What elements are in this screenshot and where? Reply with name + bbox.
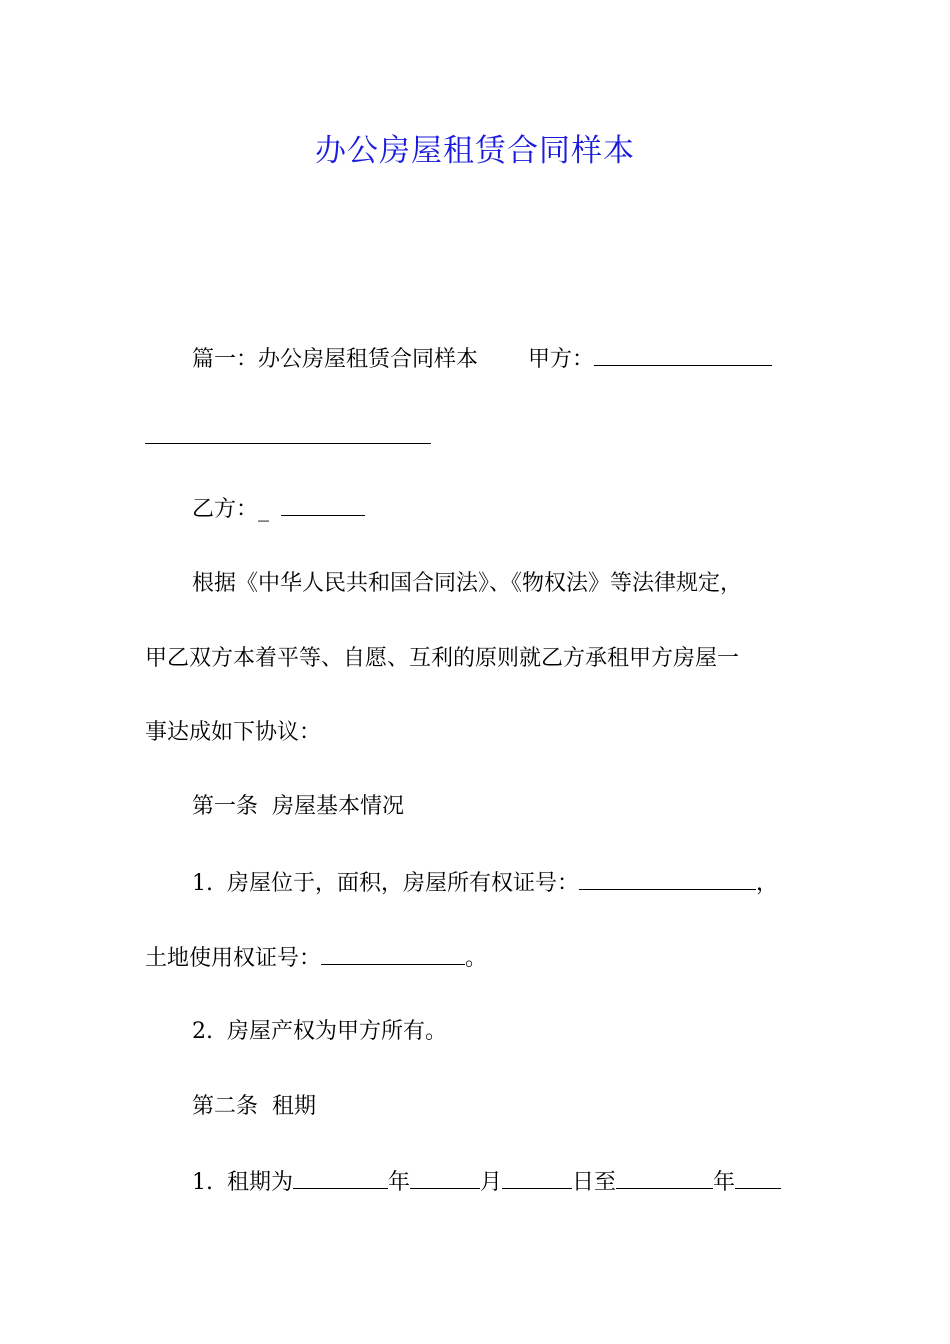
ownership-cert-blank	[579, 867, 756, 890]
document-title: 办公房屋租赁合同样本	[315, 133, 635, 169]
party-a-blank-continued	[145, 443, 431, 444]
party-b-label: 乙方：	[192, 497, 259, 522]
start-month-blank	[410, 1166, 480, 1189]
header-line	[192, 343, 872, 376]
section-title: 篇一：办公房屋租赁合同样本	[192, 347, 479, 372]
start-year-label: 年	[387, 1170, 410, 1195]
article-1-item-1-comma: ，	[755, 871, 778, 896]
party-a-label: 甲方：	[528, 347, 595, 372]
intro-line-1: 根据《中华人民共和国合同法》、《物权法》等法律规定，	[192, 571, 743, 596]
start-year-blank	[293, 1166, 388, 1189]
article-2-item-1	[192, 1166, 872, 1199]
article-1-item-2: 2. 房屋产权为甲方所有。	[192, 1019, 447, 1044]
land-cert-period: 。	[465, 946, 488, 971]
end-month-blank	[735, 1166, 781, 1189]
land-cert-blank	[321, 942, 465, 965]
start-day-blank	[502, 1166, 572, 1189]
article-1-item-1-line-1	[192, 867, 872, 900]
party-b-line	[192, 494, 872, 526]
party-b-underscore: _	[258, 497, 270, 522]
intro-line-3: 事达成如下协议：	[145, 720, 322, 745]
article-1-item-1-line-2	[145, 942, 825, 975]
day-to-label: 日至	[572, 1170, 617, 1195]
start-month-label: 月	[480, 1170, 503, 1195]
land-cert-label: 土地使用权证号：	[145, 946, 322, 971]
party-b-blank	[281, 495, 365, 516]
article-1-heading: 第一条 房屋基本情况	[192, 794, 404, 819]
end-year-blank	[616, 1166, 713, 1189]
article-1-item-1-text: 1. 房屋位于，面积，房屋所有权证号：	[192, 871, 579, 896]
party-a-blank	[594, 343, 772, 366]
end-year-label: 年	[713, 1170, 736, 1195]
article-2-heading: 第二条 租期	[192, 1094, 316, 1119]
intro-line-2: 甲乙双方本着平等、自愿、互利的原则就乙方承租甲方房屋一	[145, 646, 740, 671]
lease-term-label: 1. 租期为	[192, 1170, 293, 1195]
